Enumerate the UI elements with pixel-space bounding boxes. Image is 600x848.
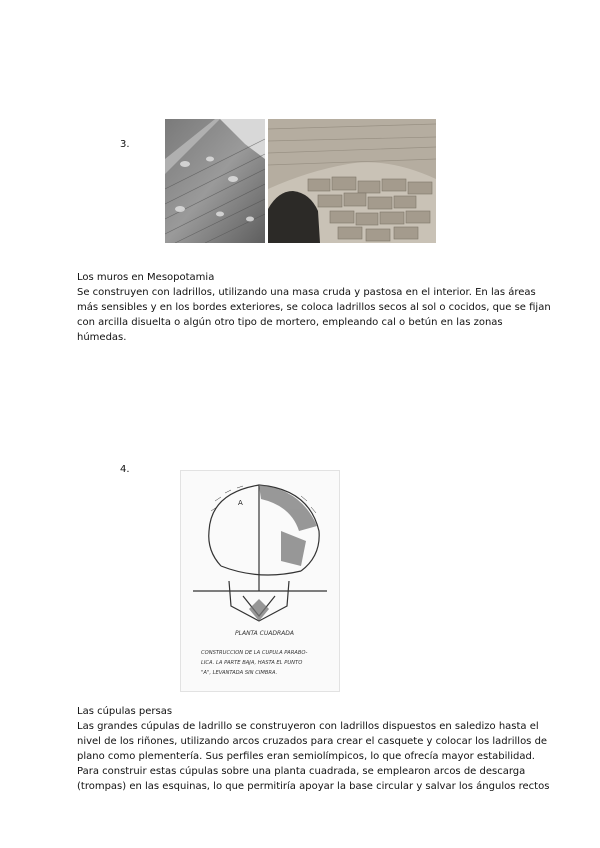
- figure-number-3: 3.: [120, 139, 130, 150]
- caption-line: "A", LEVANTADA SIN CIMBRA.: [201, 670, 278, 676]
- persas-section: [77, 704, 550, 794]
- paragraph-line: Para construir estas cúpulas sobre una planta cuadrada, se emplearon arcos de descarga: [77, 766, 526, 777]
- paragraph-line: (trompas) en las esquinas, lo que permitiría apoyar la base circular y salvar los ángulos rectos: [77, 781, 550, 792]
- paragraph-line: húmedas.: [77, 332, 127, 343]
- paragraph-line: Las grandes cúpulas de ladrillo se construyeron con ladrillos dispuestos en saledizo hasta el: [77, 721, 539, 732]
- paragraph-line: Se construyen con ladrillos, utilizando una masa cruda y pastosa en el interior. En las áreas: [77, 287, 536, 298]
- mesopotamia-section: [77, 270, 551, 345]
- plan-label: PLANTA CUADRADA: [235, 630, 294, 637]
- marker-a: A: [238, 499, 243, 507]
- caption-line: CONSTRUCCION DE LA CUPULA PARABO-: [201, 650, 308, 656]
- figure-number-4: 4.: [120, 464, 130, 475]
- dome-plan-drawing: [180, 470, 340, 692]
- paragraph-line: nivel de los riñones, utilizando arcos cruzados para crear el casquete y colocar los ladrillos de: [77, 736, 548, 747]
- relief-carving-photo: [165, 119, 265, 243]
- section-heading: Los muros en Mesopotamia: [77, 272, 215, 283]
- paragraph-line: plano como plementería. Sus perfiles eran semiolímpicos, lo que ofrecía mayor estabilidad.: [77, 751, 535, 762]
- paragraph-line: con arcilla disuelta o algún otro tipo de mortero, empleando cal o betún en las zonas: [77, 317, 503, 328]
- caption-line: LICA. LA PARTE BAJA, HASTA EL PUNTO: [201, 660, 303, 666]
- section-heading: Las cúpulas persas: [77, 706, 173, 717]
- paragraph-line: más sensibles y en los bordes exteriores, se coloca ladrillos secos al sol o cocidos, que se fijan: [77, 302, 551, 313]
- mud-brick-wall-photo: [268, 119, 436, 243]
